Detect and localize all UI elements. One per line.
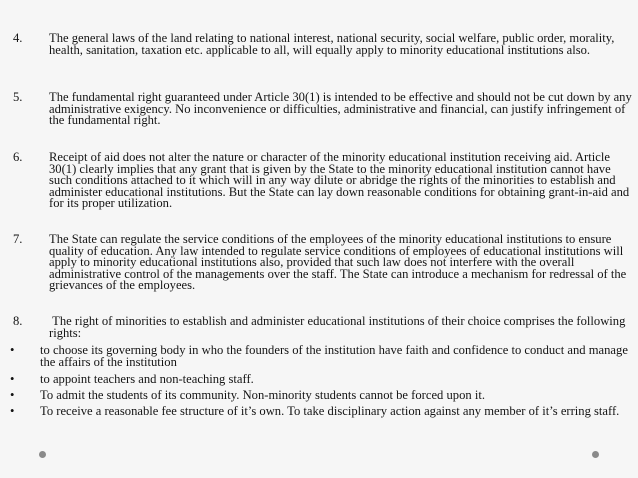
item-text: The State can regulate the service conditions of the employees of the minority educational institutions to ensure quality of education. Any law intended to regulate service conditions of employees of educational institutions will apply to minority educational institutions also, provided that such law does not interfere with the overall administrative control of the managements over the staff. The State can introduce a mechanism for redressal of the grievances of the employees. [49, 232, 627, 293]
bullet-symbol: • [10, 404, 15, 418]
slide-corner-dot [592, 451, 599, 458]
bullet-symbol: • [10, 343, 15, 357]
item-number: 8. [13, 314, 23, 328]
bullet-text: to choose its governing body in who the founders of the institution have faith and confidence to conduct and manage the affairs of the institution [40, 343, 628, 369]
bullet-text: to appoint teachers and non-teaching staff. [40, 372, 254, 386]
item-number: 5. [13, 90, 23, 104]
item-number: 6. [13, 150, 23, 164]
item-number: 7. [13, 232, 23, 246]
bullet-symbol: • [10, 388, 15, 402]
item-text: The general laws of the land relating to national interest, national security, social welfare, public order, morality, health, sanitation, taxation etc. applicable to all, will equally apply to minority educational institutions also. [49, 31, 615, 57]
bullet-text: To admit the students of its community. Non-minority students cannot be forced upon it. [40, 388, 485, 402]
item-text: Receipt of aid does not alter the nature or character of the minority educational institution receiving aid. Article 30(1) clearly implies that any grant that is given by the State to the minority educational institution cannot have such conditions attached to it which will in any way dilute or abridge the rights of the minorities to establish and administer educational institutions. But the State can lay down reasonable conditions for obtaining grant-in-aid and for its proper utilization. [49, 150, 630, 211]
bullet-symbol: • [10, 372, 15, 386]
item-text: The right of minorities to establish and administer educational institutions of their choice comprises the following rights: [49, 314, 629, 340]
item-text: The fundamental right guaranteed under Article 30(1) is intended to be effective and should not be cut down by any administrative exigency. No inconvenience or difficulties, administrative and financial, can justify infringement of the fundamental right. [49, 90, 632, 128]
item-number: 4. [13, 31, 23, 45]
slide-corner-dot [39, 451, 46, 458]
bullet-text: To receive a reasonable fee structure of it’s own. To take disciplinary action against any member of it’s erring staff. [40, 404, 620, 418]
